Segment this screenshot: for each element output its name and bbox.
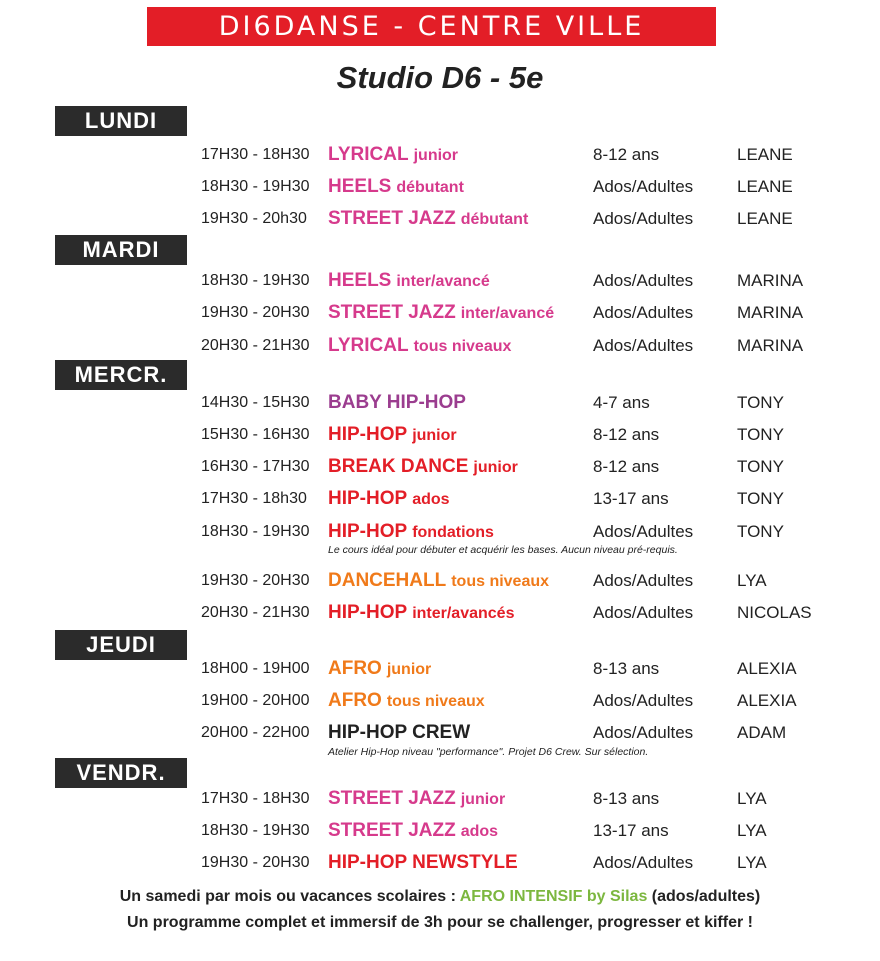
course-level: inter/avancés: [412, 605, 515, 622]
course-time: 19H30 - 20H30: [201, 854, 310, 871]
course-teacher: ALEXIA: [737, 691, 797, 710]
course-level: inter/avancé: [460, 305, 555, 322]
course-teacher: LYA: [737, 789, 767, 808]
footer-line-1: [0, 888, 880, 906]
course-teacher: MARINA: [737, 271, 804, 290]
course-name: BABY HIP-HOP: [328, 392, 466, 413]
course-title: [328, 566, 549, 597]
course-age: 8-12 ans: [593, 425, 660, 444]
course-level: tous niveaux: [386, 693, 485, 710]
course-time: 17H30 - 18H30: [201, 146, 310, 163]
schedule-row: [0, 388, 880, 418]
course-title: [328, 388, 466, 419]
course-age: Ados/Adultes: [593, 691, 694, 710]
course-age: Ados/Adultes: [593, 209, 694, 228]
schedule-row: [0, 517, 880, 547]
course-time: 20H00 - 22H00: [201, 724, 310, 741]
course-name: DANCEHALL: [328, 570, 447, 591]
course-teacher: LEANE: [737, 145, 793, 164]
course-name: HIP-HOP NEWSTYLE: [328, 852, 518, 873]
course-title: [328, 598, 514, 629]
course-level: fondations: [412, 524, 494, 541]
course-name: LYRICAL: [328, 335, 409, 356]
course-teacher: ALEXIA: [737, 659, 797, 678]
course-title: [328, 654, 431, 685]
course-teacher: TONY: [737, 522, 784, 541]
schedule-row: [0, 140, 880, 170]
course-title: [328, 452, 518, 483]
course-age: Ados/Adultes: [593, 271, 694, 290]
course-time: 19H30 - 20H30: [201, 572, 310, 589]
footer-highlight-afro-intensif: AFRO INTENSIF by Silas: [459, 888, 648, 905]
course-age: Ados/Adultes: [593, 522, 694, 541]
schedule-row: [0, 298, 880, 328]
course-age: Ados/Adultes: [593, 177, 694, 196]
course-teacher: LYA: [737, 853, 767, 872]
footer-text-after: (ados/adultes): [647, 888, 761, 905]
footer-line-2: Un programme complet et immersif de 3h pour se challenger, progresser et kiffer !: [127, 914, 753, 931]
course-time: 18H30 - 19H30: [201, 178, 310, 195]
course-level: débutant: [460, 211, 529, 228]
course-time: 15H30 - 16H30: [201, 426, 310, 443]
schedule-row: [0, 848, 880, 878]
course-age: 8-12 ans: [593, 457, 660, 476]
course-name: HEELS: [328, 176, 392, 197]
course-age: 8-12 ans: [593, 145, 660, 164]
course-name: HIP-HOP: [328, 424, 408, 445]
course-age: 4-7 ans: [593, 393, 650, 412]
course-title: [328, 140, 458, 171]
course-name: STREET JAZZ: [328, 788, 456, 809]
course-age: Ados/Adultes: [593, 723, 694, 742]
course-level: junior: [386, 661, 432, 678]
course-title: [328, 331, 511, 362]
course-teacher: LEANE: [737, 209, 793, 228]
course-time: 17H30 - 18h30: [201, 490, 307, 507]
course-name: HIP-HOP: [328, 602, 408, 623]
course-time: 14H30 - 15H30: [201, 394, 310, 411]
footer-text-before: Un samedi par mois ou vacances scolaires :: [119, 888, 460, 905]
course-time: 19H00 - 20H00: [201, 692, 310, 709]
course-name: STREET JAZZ: [328, 302, 456, 323]
studio-title: Studio D6 - 5e: [336, 60, 544, 95]
course-time: 18H30 - 19H30: [201, 822, 310, 839]
course-name: AFRO: [328, 690, 382, 711]
course-level: ados: [412, 491, 450, 508]
schedule-row: [0, 654, 880, 684]
course-teacher: TONY: [737, 457, 784, 476]
course-age: Ados/Adultes: [593, 336, 694, 355]
day-label-mardi: MARDI: [55, 235, 187, 265]
course-teacher: TONY: [737, 425, 784, 444]
course-note-fondations: Le cours idéal pour débuter et acquérir les bases. Aucun niveau pré-requis.: [328, 544, 678, 556]
schedule-row: [0, 816, 880, 846]
day-label-vendredi: VENDR.: [55, 758, 187, 788]
course-name: AFRO: [328, 658, 382, 679]
course-name: HIP-HOP CREW: [328, 722, 471, 743]
day-label-lundi: LUNDI: [55, 106, 187, 136]
day-label-mercredi: MERCR.: [55, 360, 187, 390]
course-title: [328, 172, 464, 203]
course-time: 18H00 - 19H00: [201, 660, 310, 677]
course-age: 13-17 ans: [593, 489, 669, 508]
course-level: junior: [413, 147, 459, 164]
course-age: 8-13 ans: [593, 789, 660, 808]
schedule-row: [0, 172, 880, 202]
schedule-row: [0, 598, 880, 628]
course-title: [328, 484, 450, 515]
course-level: inter/avancé: [396, 273, 490, 290]
course-title: [328, 784, 505, 815]
course-teacher: MARINA: [737, 336, 804, 355]
course-name: HIP-HOP: [328, 521, 408, 542]
schedule-row: [0, 686, 880, 716]
course-level: ados: [460, 823, 499, 840]
header-banner: DI6DANSE - CENTRE VILLE: [147, 7, 716, 46]
schedule-row: [0, 420, 880, 450]
course-teacher: NICOLAS: [737, 603, 812, 622]
schedule-row: [0, 484, 880, 514]
course-title: [328, 848, 518, 879]
schedule-row: [0, 452, 880, 482]
course-time: 20H30 - 21H30: [201, 337, 310, 354]
course-time: 19H30 - 20H30: [201, 304, 310, 321]
course-level: junior: [460, 791, 506, 808]
course-name: HIP-HOP: [328, 488, 408, 509]
course-time: 20H30 - 21H30: [201, 604, 310, 621]
course-level: tous niveaux: [413, 338, 512, 355]
course-name: HEELS: [328, 270, 392, 291]
course-teacher: TONY: [737, 489, 784, 508]
course-level: junior: [412, 427, 457, 444]
course-name: STREET JAZZ: [328, 820, 456, 841]
course-age: Ados/Adultes: [593, 303, 694, 322]
course-age: Ados/Adultes: [593, 603, 694, 622]
course-teacher: LYA: [737, 821, 767, 840]
course-age: Ados/Adultes: [593, 853, 694, 872]
course-title: [328, 266, 490, 297]
day-label-jeudi: JEUDI: [55, 630, 187, 660]
course-title: [328, 686, 485, 717]
course-title: [328, 298, 554, 329]
course-time: 18H30 - 19H30: [201, 272, 310, 289]
course-teacher: TONY: [737, 393, 784, 412]
course-age: 13-17 ans: [593, 821, 669, 840]
course-time: 16H30 - 17H30: [201, 458, 310, 475]
schedule-row: [0, 718, 880, 748]
course-note-crew: Atelier Hip-Hop niveau "performance". Projet D6 Crew. Sur sélection.: [328, 746, 649, 758]
course-title: [328, 816, 498, 847]
course-age: 8-13 ans: [593, 659, 660, 678]
course-teacher: LYA: [737, 571, 767, 590]
course-teacher: ADAM: [737, 723, 787, 742]
course-level: débutant: [396, 179, 464, 196]
course-time: 19H30 - 20h30: [201, 210, 307, 227]
course-title: [328, 420, 457, 451]
course-title: [328, 718, 470, 749]
schedule-row: [0, 784, 880, 814]
schedule-row: [0, 331, 880, 361]
course-time: 18H30 - 19H30: [201, 523, 310, 540]
course-level: tous niveaux: [451, 573, 550, 590]
course-teacher: MARINA: [737, 303, 804, 322]
schedule-row: [0, 266, 880, 296]
course-name: BREAK DANCE: [328, 456, 469, 477]
schedule-row: [0, 204, 880, 234]
course-title: [328, 204, 528, 235]
course-teacher: LEANE: [737, 177, 793, 196]
course-time: 17H30 - 18H30: [201, 790, 310, 807]
course-level: junior: [473, 459, 518, 476]
course-name: LYRICAL: [328, 144, 409, 165]
course-name: STREET JAZZ: [328, 208, 456, 229]
course-age: Ados/Adultes: [593, 571, 694, 590]
schedule-row: [0, 566, 880, 596]
